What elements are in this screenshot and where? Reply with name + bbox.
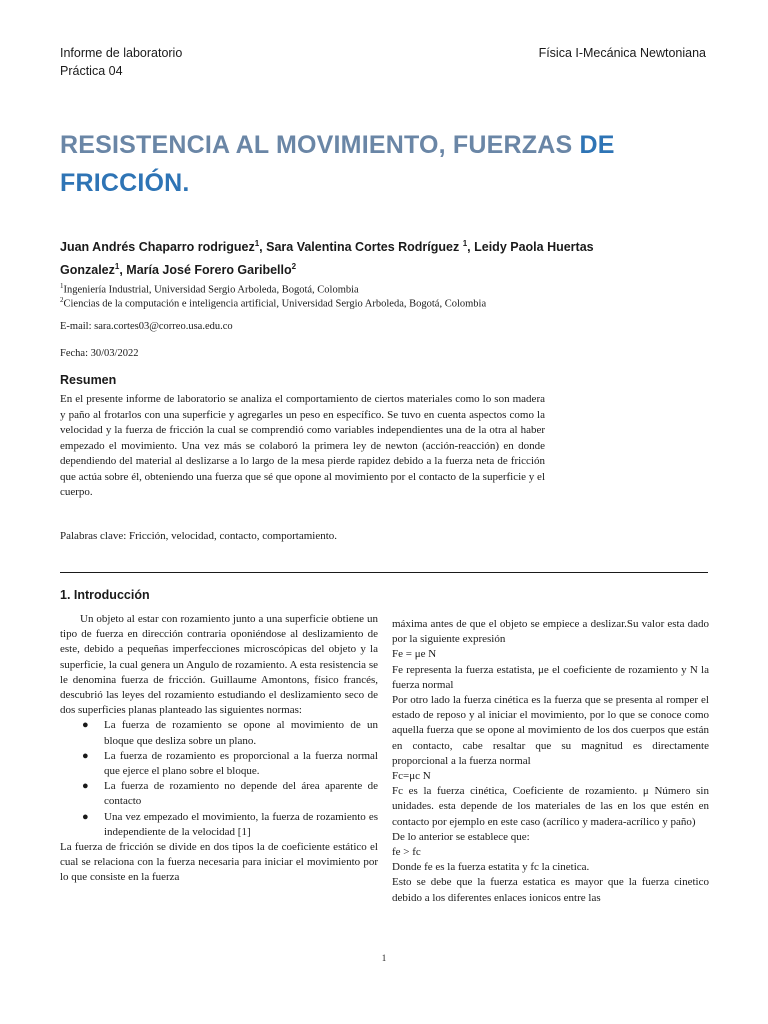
list-item [60,810,378,840]
list-item [60,779,378,809]
author-separator: , [119,263,127,278]
inequality-formula: fe > fc [392,846,421,859]
author-name: Sara Valentina Cortes Rodríguez [266,240,463,255]
course-name: Física I-Mecánica Newtoniana [538,46,706,60]
intro-paragraph: Un objeto al estar con rozamiento junto a una superficie obtiene un tipo de fuerza en dirección contraria oponiéndose al deslizamiento de este, debido a pequeñas imperfecciones microscópicas del objeto y la superficie, la cual genera un Angulo de rozamiento. A esta resistencia se le denomina fuerza de fricción. Guillaume Amontons, físico francés, descubrió las leyes del rozamiento estudiando el deslizamiento seco de dos superficies planas planteado las siguientes normas: [60,613,378,717]
intro-paragraph: La fuerza de fricción se divide en dos tipos la de coeficiente estático el cual se relaciona con la fuerza necesaria para iniciar el movimiento por lo que consiste en la fuerza [60,841,378,884]
abstract-text: En el presente informe de laboratorio se analiza el comportamiento de ciertos materiales como lo son madera y paño al frotarlos con una superficie y agregarles un peso en específico. Se tuvo en cuenta aspectos como la velocidad y la fuerza de fricción la cual se comprendió como variables independientes una de la otra al haber empezado el movimiento. Una vez más se colaboró la primera ley de newton (acción-reacción) en donde dependiendo del material al deslizarse a lo largo de la mesa pierde rapidez debido a la fuerza neta de fricción que actúa sobre él, obteniendo una fuerza que sé que opone al movimiento por el contacto de la superficie y el cuerpo. [60,393,545,498]
paper-title [60,126,700,202]
affiliation-mark: 1 [60,282,64,290]
list-item [60,749,378,779]
intro-left-column [60,612,378,886]
title-part-2: DE FRICCIÓN. [60,131,615,197]
author-affiliation-mark: 1 [114,262,120,272]
author-affiliation-mark: 1 [462,239,468,248]
bullet-icon: ● [82,719,89,732]
practice-number: Práctica 04 [60,64,123,78]
list-item-text: La fuerza de rozamiento no depende del área aparente de contacto [104,780,378,808]
bullet-icon: ● [82,780,89,793]
intro-paragraph: máxima antes de que el objeto se empiece a deslizar.Su valor esta dado por la siguiente expresión [392,618,709,646]
affiliation-mark: 2 [60,296,64,304]
intro-paragraph: Por otro lado la fuerza cinética es la fuerza que se presenta al romper el estado de reposo y al iniciar el movimiento, por lo que se conoce como aquella fuerza que se opone al movimiento de los dos cuerpos que están en contacto, cabe resaltar que su magnitud es directamente proporcional a la fuerza normal [392,694,709,767]
list-item-text: La fuerza de rozamiento es proporcional a la fuerza normal que ejerce el plano sobre el bloque. [104,749,378,778]
list-item [60,718,378,748]
section-divider [60,572,708,573]
author-name: Juan Andrés Chaparro rodriguez [60,240,255,255]
report-type: Informe de laboratorio [60,46,183,60]
list-item-text: Una vez empezado el movimiento, la fuerza de rozamiento es independiente de la velocidad [1] [104,810,378,838]
intro-paragraph: Donde fe es la fuerza estatita y fc la cinetica. [392,861,590,874]
list-item-text: La fuerza de rozamiento se opone al movimiento de un bloque que desliza sobre un plano. [104,719,378,747]
intro-paragraph: Esto se debe que la fuerza estatica es mayor que la fuerza cinetico debido a los diferentes enlaces ionicos entre las [392,876,709,904]
static-friction-formula: Fe = μe N [392,648,437,661]
intro-paragraph: Fe representa la fuerza estatista, μe el coeficiente de rozamiento y N la fuerza normal [392,663,709,691]
author-separator: , [259,240,267,255]
intro-paragraph: Fc es la fuerza cinética, Coeficiente de rozamiento. μ Número sin unidades. esta depende de los materiales de las en los que estén en contacto por ejemplo en este caso (acrílico y madera-acrílico y paño) [392,785,709,828]
keywords: Palabras clave: Fricción, velocidad, contacto, comportamiento. [60,530,338,542]
report-date: Fecha: 30/03/2022 [60,348,139,359]
title-part-1: RESISTENCIA AL MOVIMIENTO, FUERZAS [60,131,580,159]
amontons-laws-list [60,718,378,840]
intro-paragraph: De lo anterior se establece que: [392,830,530,843]
bullet-icon: ● [82,810,89,823]
author-separator: , [467,240,475,255]
kinetic-friction-formula: Fc=μc N [392,770,431,783]
author-name: María José Forero Garibello [126,263,292,278]
affiliation-2 [60,293,486,312]
author-list [60,234,600,280]
page-number: 1 [381,953,387,963]
affiliation-text: Ciencias de la computación e inteligencia artificial, Universidad Sergio Arboleda, Bogotá, Colombia [63,298,487,310]
intro-right-column [392,617,709,906]
author-name: Leidy Paola Huertas Gonzalez [60,240,594,278]
bullet-icon: ● [82,749,89,762]
affiliation-text: Ingeniería Industrial, Universidad Sergio Arboleda, Bogotá, Colombia [63,284,359,296]
author-affiliation-mark: 1 [254,239,260,248]
contact-email: E-mail: sara.cortes03@correo.usa.edu.co [60,321,233,332]
author-affiliation-mark: 2 [291,262,297,272]
abstract-heading: Resumen [60,373,117,387]
running-header-left [60,44,182,80]
section-heading-introduction: 1. Introducción [60,588,150,602]
